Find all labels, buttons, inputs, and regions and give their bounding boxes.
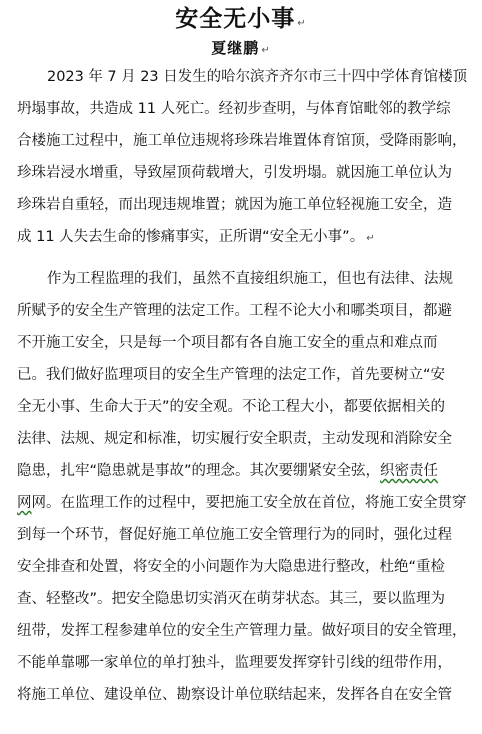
document-title: 安全无小事 ↵ [175,6,307,32]
paragraph-1-line-1: 2023 年 7 月 23 日发生的哈尔滨齐齐尔市三十四中学体育馆楼顶 [47,69,468,85]
document-author: 夏继鹏 ↵ [211,39,271,57]
paragraph-mark-icon: ↵ [366,233,375,244]
paragraph-2-line-5: 全无小事、生命大于天”的安全观。不论工程大小，都要依据相关的 [17,399,446,415]
paragraph-1-line-6: 成 11 人失去生命的惨痛事实，正所谓“安全无小事”。 ↵ [17,229,375,245]
spellcheck-underlined-text: 织密责任 [380,463,439,479]
paragraph-1-line-3: 合楼施工过程中，施工单位违规将珍珠岩堆置体育馆顶，受降雨影响， [17,133,467,149]
paragraph-2-line-9: 到每一个环节，督促好施工单位施工安全管理行为的同时，强化过程 [17,527,452,543]
paragraph-2-line-10: 安全排查和处置，将安全的小问题作为大隐患进行整改，杜绝“重检 [17,559,446,575]
paragraph-2-line-13: 不能单靠哪一家单位的单打独斗，监理要发挥穿针引线的纽带作用， [17,655,452,671]
paragraph-mark-icon: ↵ [297,18,307,29]
spellcheck-underlined-text: 网 [17,495,32,511]
paragraph-1-line-5: 珍珠岩自重轻，而出现违规堆置；就因为施工单位轻视施工安全，造 [17,197,452,213]
paragraph-2-line-7: 隐患，扎牢“隐患就是事故”的理念。其次要绷紧安全弦，织密责任 [17,463,439,479]
paragraph-2-line-1: 作为工程监理的我们，虽然不直接组织施工，但也有法律、法规 [47,271,453,287]
paragraph-2-line-12: 纽带，发挥工程参建单位的安全生产管理力量。做好项目的安全管理， [17,623,467,639]
paragraph-2-line-11: 查、轻整改”。把安全隐患切实消灭在萌芽状态。其三，要以监理为 [17,591,446,607]
paragraph-2-line-4: 已。我们做好监理项目的安全生产管理的法定工作，首先要树立“安 [17,367,446,383]
paragraph-2-line-14: 将施工单位、建设单位、勘察设计单位联结起来，发挥各自在安全管 [17,687,452,703]
paragraph-1-line-2: 坍塌事故，共造成 11 人死亡。经初步查明，与体育馆毗邻的教学综 [17,101,451,117]
paragraph-2-line-6: 法律、法规、规定和标准，切实履行安全职责，主动发现和消除安全 [17,431,452,447]
paragraph-mark-icon: ↵ [261,45,271,56]
paragraph-2-line-3: 不开施工安全，只是每一个项目都有各自施工安全的重点和难点而 [17,335,438,351]
paragraph-2-line-8: 网网。在监理工作的过程中，要把施工安全放在首位，将施工安全贯穿 [17,495,467,511]
paragraph-2-line-2: 所赋予的安全生产管理的法定工作。工程不论大小和哪类项目，都避 [17,303,452,319]
paragraph-1-line-4: 珍珠岩浸水增重，导致屋顶荷载增大，引发坍塌。就因施工单位认为 [17,165,452,181]
